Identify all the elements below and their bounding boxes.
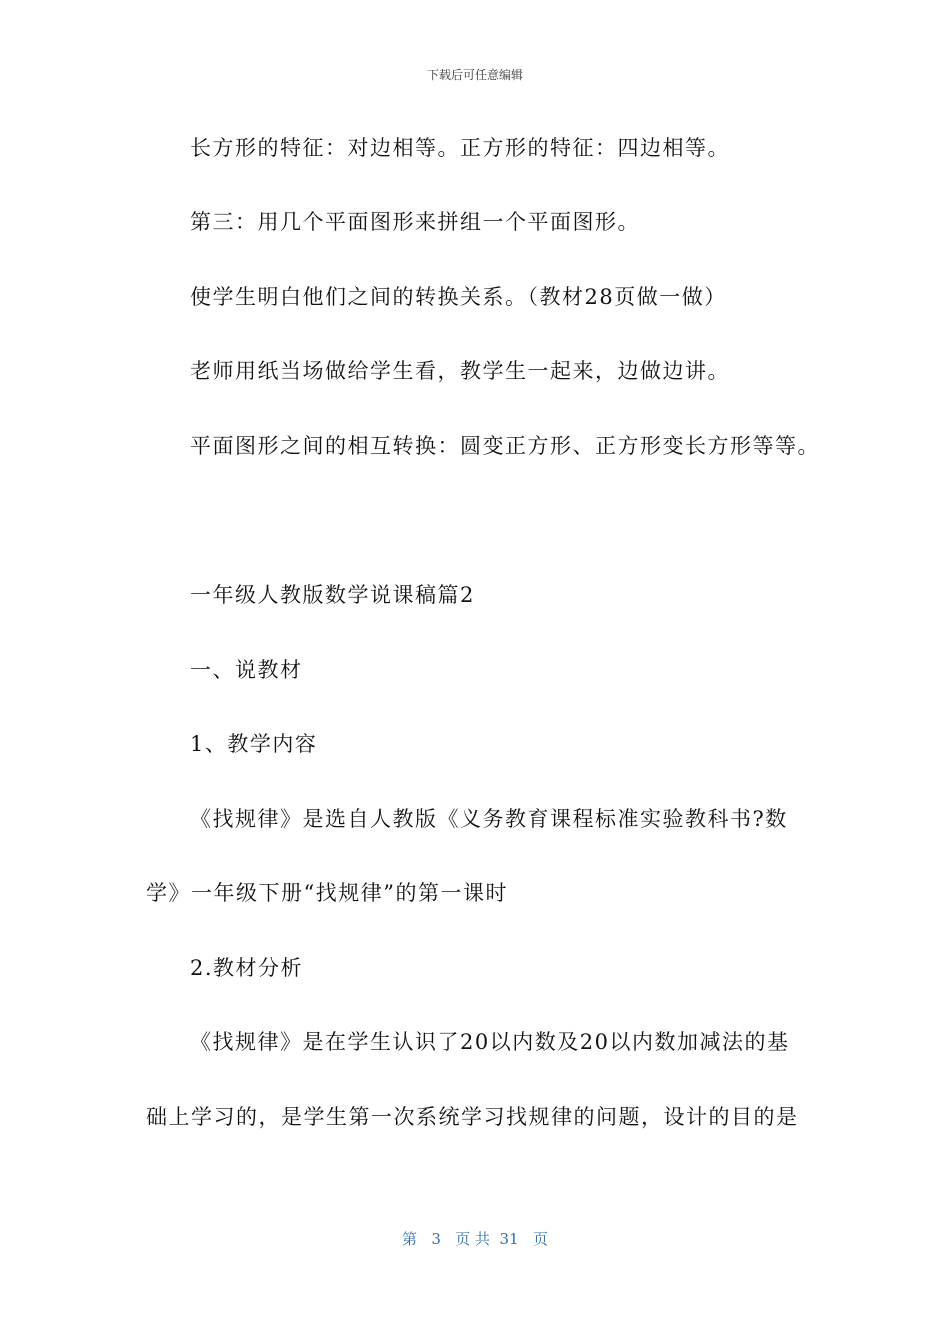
subheading-teaching-content: 1、教学内容: [190, 732, 318, 756]
paragraph-shape-conversion: 平面图形之间的相互转换：圆变正方形、正方形变长方形等等。: [190, 434, 820, 458]
paragraph-content-line-1: 《找规律》是选自人教版《义务教育课程标准实验教科书?数: [190, 807, 788, 831]
section-title: 一年级人教版数学说课稿篇2: [190, 583, 475, 607]
footer-current-page: 3: [431, 1230, 441, 1248]
page-footer: [0, 1228, 950, 1250]
paragraph-analysis-line-2: 础上学习的，是学生第一次系统学习找规律的问题，设计的目的是: [146, 1105, 799, 1129]
paragraph-rectangle-square-features: 长方形的特征：对边相等。正方形的特征：四边相等。: [190, 136, 730, 160]
paragraph-step-three: 第三：用几个平面图形来拼组一个平面图形。: [190, 210, 640, 234]
footer-suffix: 页: [532, 1230, 548, 1248]
paragraph-content-line-2: 学》一年级下册“找规律”的第一课时: [146, 881, 508, 905]
footer-prefix: 第: [402, 1230, 418, 1248]
paragraph-teacher-demo: 老师用纸当场做给学生看，教学生一起来，边做边讲。: [190, 359, 730, 383]
footer-total-pages: 31: [499, 1230, 519, 1248]
paragraph-conversion-relation: 使学生明白他们之间的转换关系。（教材28页做一做）: [190, 285, 727, 309]
footer-middle: 页 共: [455, 1230, 490, 1248]
page-header: 下载后可任意编辑: [426, 68, 523, 82]
paragraph-analysis-line-1: 《找规律》是在学生认识了20以内数及20以内数加减法的基: [190, 1030, 790, 1054]
subheading-textbook-analysis: 2.教材分析: [190, 956, 304, 980]
heading-textbook: 一、说教材: [190, 658, 303, 682]
